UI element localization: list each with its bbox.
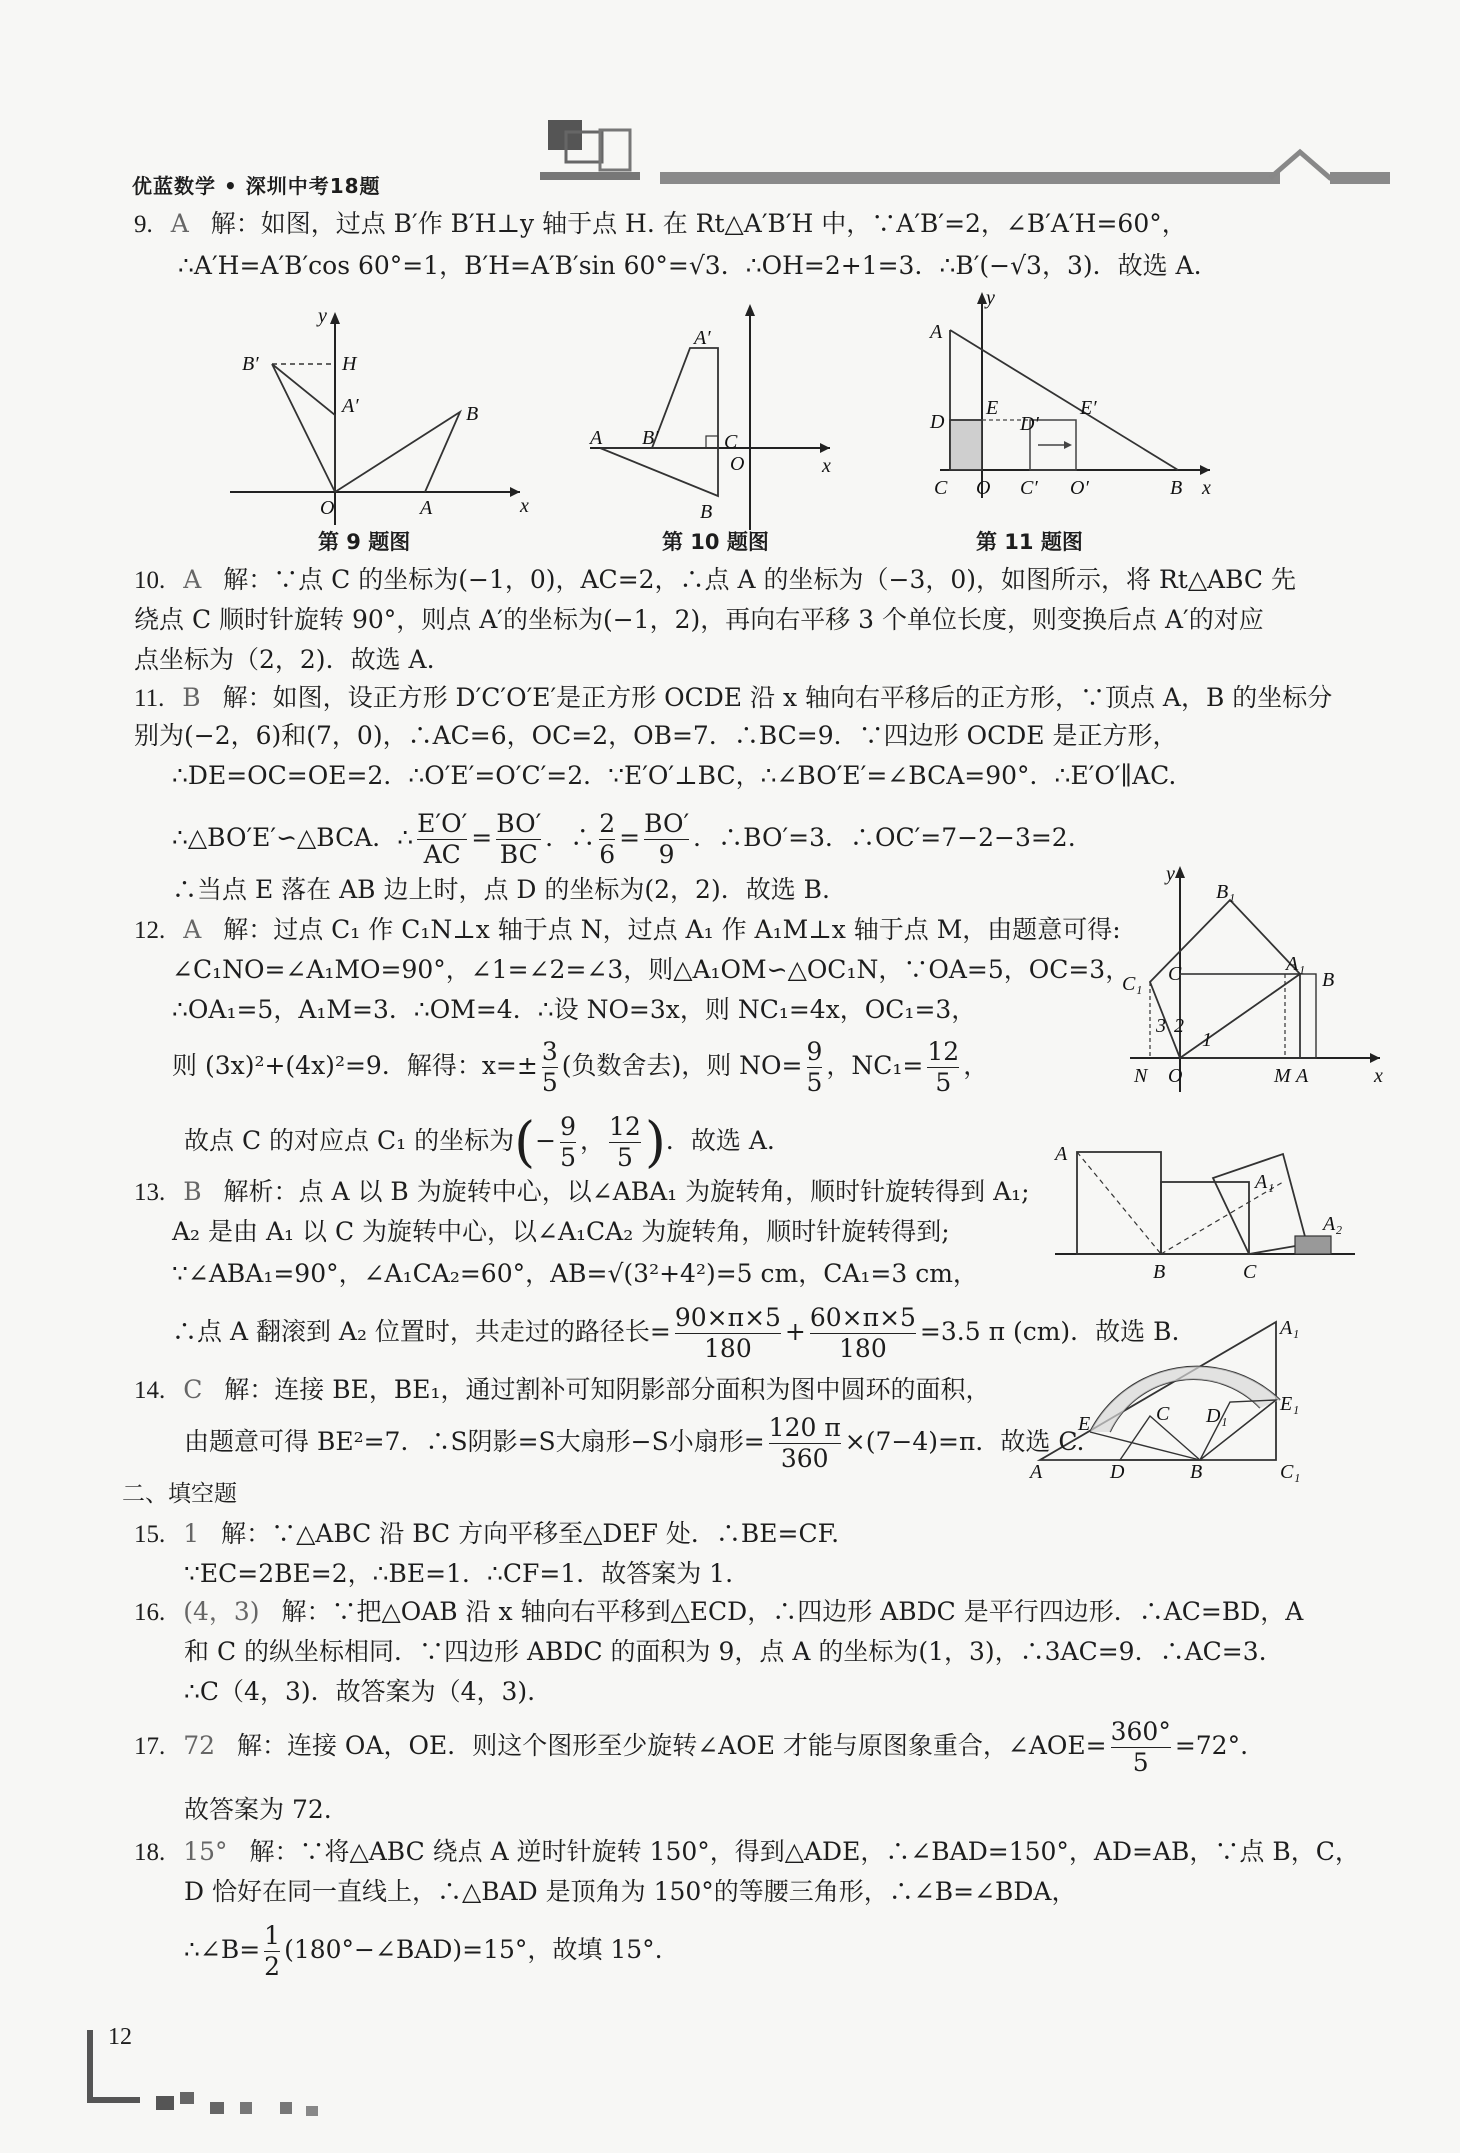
problem-13-line2: A₂ 是由 A₁ 以 C 为旋转中心，以∠A₁CA₂ 为旋转角，顺时针旋转得到; [172,1217,950,1246]
figure-12 [1122,862,1390,1112]
problem-12-line1 [134,912,1121,949]
answer-choice: B [182,683,201,712]
denominator: 5 [927,1067,959,1098]
figure-9-caption: 第 9 题图 [318,530,411,554]
text: + [784,1317,806,1346]
problem-number: 16. [134,1599,166,1626]
svg-text:C: C [1243,1261,1257,1283]
problem-17-line1 [134,1714,1248,1779]
text: − [535,1126,557,1155]
svg-text:A₁: A₁ [1255,1171,1275,1193]
text: 由题意可得 BE²=7．∴S阴影=S大扇形−S小扇形= [184,1427,765,1456]
numerator: 90×π×5 [674,1303,781,1332]
fraction [599,809,615,870]
svg-text:A₂: A₂ [1323,1213,1343,1235]
text: ∴点 A 翻滚到 A₂ 位置时，共走过的路径长= [172,1317,671,1346]
numerator: BO′ [644,809,690,838]
svg-text:A′: A′ [342,395,359,417]
fraction [769,1413,841,1474]
problem-10-line2: 绕点 C 顺时针旋转 90°，则点 A′的坐标为(−1，2)，再向右平移 3 个单位长度，则变换后点 A′的对应 [134,605,1264,634]
svg-text:A: A [420,497,433,519]
header-title: 优蓝数学 • 深圳中考18题 [132,174,381,198]
svg-text:A: A [1055,1143,1068,1165]
answer-choice: B [183,1177,202,1206]
answer-value: 15° [183,1837,228,1866]
text: ．∴BO′=3．∴OC′=7−2−3=2. [693,823,1076,852]
solution-text: 解：连接 BE，BE₁，通过割补可知阴影部分面积为图中圆环的面积， [224,1375,991,1404]
numerator: BO′ [496,809,542,838]
numerator: 360° [1110,1717,1171,1746]
svg-text:B: B [1153,1261,1166,1283]
svg-text:B: B [700,501,713,523]
fraction [264,1921,280,1982]
fraction [810,1303,916,1364]
svg-text:A: A [930,321,943,343]
problem-18-line1 [134,1834,1360,1871]
svg-text:C: C [1156,1403,1170,1425]
fraction [496,809,541,870]
denominator: 180 [810,1333,916,1364]
problem-number: 14. [134,1377,166,1404]
problem-16-line2: 和 C 的纵坐标相同．∵四边形 ABDC 的面积为 9，点 A 的坐标为(1，3)，∴3AC=9．∴AC=3. [184,1637,1267,1666]
section-title: 二、填空题 [122,1481,237,1507]
text: ， [963,1051,989,1080]
solution-text: 解：如图，设正方形 D′C′O′E′是正方形 OCDE 沿 x 轴向右平移后的正方形，∵顶点 A，B 的坐标分 [222,683,1333,712]
fraction [927,1037,959,1098]
text: =72°. [1174,1731,1249,1760]
problem-18-line3 [184,1918,663,1982]
text: = [471,823,493,852]
svg-text:O: O [730,453,745,475]
answer-choice: A [170,209,189,238]
svg-text:B′: B′ [642,427,659,449]
denominator: 9 [644,839,689,870]
problem-number: 12. [134,917,166,944]
numerator: 3 [541,1037,558,1066]
svg-text:E: E [986,397,999,419]
figure-10 [590,300,840,540]
denominator: 5 [609,1142,641,1173]
text: 故点 C 的对应点 C₁ 的坐标为 [184,1126,515,1155]
svg-text:x: x [520,495,529,517]
svg-text:B: B [466,403,479,425]
problem-14-line1 [134,1372,991,1409]
problem-number: 17. [134,1733,166,1760]
solution-text: 解：∵△ABC 沿 BC 方向平移至△DEF 处．∴BE=CF. [221,1519,840,1548]
svg-text:B′: B′ [242,353,259,375]
svg-text:C: C [934,477,948,499]
svg-text:C₁: C₁ [1122,973,1143,995]
denominator: 360 [769,1443,841,1474]
problem-12-line2: ∠C₁NO=∠A₁MO=90°，∠1=∠2=∠3，则△A₁OM∽△OC₁N，∵OA=5，OC=3， [172,955,1131,984]
svg-text:x: x [822,455,831,477]
answer-choice: A [183,565,202,594]
svg-text:y: y [318,305,327,327]
problem-number: 10. [134,567,166,594]
denominator: 2 [264,1952,281,1981]
svg-text:B: B [1190,1461,1203,1483]
problem-11-line5: ∴当点 E 落在 AB 边上时，点 D 的坐标为(2，2)．故选 B. [172,875,830,904]
svg-text:1: 1 [1202,1029,1212,1051]
svg-text:O: O [320,497,335,519]
text: ， [580,1126,606,1155]
page-header [0,0,1460,200]
svg-text:D′: D′ [1020,413,1039,435]
svg-text:C₁: C₁ [1280,1461,1301,1483]
svg-text:D: D [930,411,945,433]
svg-text:C′: C′ [1020,477,1038,499]
svg-text:D₁: D₁ [1206,1405,1228,1427]
problem-number: 11. [134,685,165,712]
problem-number: 13. [134,1179,166,1206]
fraction [1111,1717,1171,1778]
fraction [609,1112,641,1173]
svg-text:O: O [1168,1065,1183,1087]
svg-text:E: E [1078,1413,1091,1435]
answer-value: (4，3) [183,1597,260,1626]
header-decoration [0,0,1460,200]
denominator: BC [496,839,541,870]
answer-choice: C [183,1375,203,1404]
problem-11-line1 [134,680,1332,717]
problem-number: 15. [134,1521,166,1548]
problem-9-line1 [134,206,1187,243]
denominator: 5 [1111,1747,1171,1778]
problem-15-line2: ∵EC=2BE=2，∴BE=1．∴CF=1．故答案为 1. [184,1559,734,1588]
text: ，NC₁= [826,1051,924,1080]
answer-value: 1 [183,1519,200,1548]
fraction [560,1112,576,1173]
denominator: 180 [675,1333,781,1364]
denominator: AC [417,839,467,870]
text: =3.5 π (cm)．故选 B. [919,1317,1180,1346]
solution-text: 解：过点 C₁ 作 C₁N⊥x 轴于点 N，过点 A₁ 作 A₁M⊥x 轴于点 M，由题意可得: [223,915,1121,944]
problem-12-line4 [172,1034,988,1098]
solution-text: 解：∵点 C 的坐标为(−1，0)，AC=2，∴点 A 的坐标为（−3，0)，如图所示，将 Rt△ABC 先 [223,565,1297,594]
problem-13-line1 [134,1174,1030,1211]
denominator: 6 [599,840,616,869]
svg-text:A′: A′ [694,327,711,349]
figure-9 [220,300,540,540]
denominator: 5 [541,1068,558,1097]
fraction [542,1037,558,1098]
numerator: 12 [609,1112,641,1141]
svg-text:E′: E′ [1080,397,1097,419]
fraction [644,809,689,870]
answer-choice: A [183,915,202,944]
svg-text:M: M [1274,1065,1291,1087]
numerator: 9 [806,1037,823,1066]
problem-10-line3: 点坐标为（2，2)．故选 A. [134,645,435,674]
numerator: E′O′ [417,809,468,838]
problem-9-line2: ∴A′H=A′B′cos 60°=1，B′H=A′B′sin 60°=√3．∴OH=2+1=3．∴B′(−√3，3)．故选 A. [178,251,1202,280]
svg-text:2: 2 [1174,1015,1184,1037]
problem-10-line1 [134,562,1296,599]
fraction [417,809,467,870]
text: ．故选 A. [665,1126,775,1155]
solution-text: 解：如图，过点 B′作 B′H⊥y 轴于点 H. 在 Rt△A′B′H 中，∵A′B′=2，∠B′A′H=60°， [210,209,1187,238]
solution-text: 解：∵把△OAB 沿 x 轴向右平移到△ECD，∴四边形 ABDC 是平行四边形．∴AC=BD，A [281,1597,1304,1626]
text: 则 (3x)²+(4x)²=9．解得：x=± [172,1051,538,1080]
problem-16-line1 [134,1594,1303,1631]
svg-text:3: 3 [1156,1015,1166,1037]
numerator: 60×π×5 [809,1303,916,1332]
problem-16-line3: ∴C（4，3)．故答案为（4，3). [184,1677,536,1706]
fraction [675,1303,781,1364]
numerator: 2 [599,809,616,838]
svg-text:N: N [1134,1065,1148,1087]
svg-text:y: y [986,287,995,309]
problem-12-line3: ∴OA₁=5，A₁M=3．∴OM=4．∴设 NO=3x，则 NC₁=4x，OC₁=3， [172,995,977,1024]
svg-text:A: A [1030,1461,1043,1483]
numerator: 1 [264,1921,281,1950]
denominator: 5 [560,1143,577,1172]
solution-text: 解：∵将△ABC 绕点 A 逆时针旋转 150°，得到△ADE，∴∠BAD=150°，AD=AB，∵点 B，C， [249,1837,1360,1866]
problem-14-line2 [184,1410,1085,1474]
problem-13-line4 [172,1300,1179,1364]
problem-11-line4 [172,806,1076,870]
problem-11-line3: ∴DE=OC=OE=2．∴O′E′=O′C′=2．∵E′O′⊥BC，∴∠BO′E′=∠BCA=90°．∴E′O′∥AC. [172,761,1177,790]
problem-13-line3: ∵∠ABA₁=90°，∠A₁CA₂=60°，AB=√(3²+4²)=5 cm，CA₁=3 cm， [172,1259,978,1288]
numerator: 9 [560,1112,577,1141]
solution-text: 解析：点 A 以 B 为旋转中心，以∠ABA₁ 为旋转角，顺时针旋转得到 A₁; [223,1177,1030,1206]
svg-text:x: x [1374,1065,1383,1087]
problem-number: 9. [134,211,153,238]
problem-number: 18. [134,1839,166,1866]
problem-11-line2: 别为(−2，6)和(7，0)，∴AC=6，OC=2，OB=7．∴BC=9．∵四边形 OCDE 是正方形， [134,721,1178,750]
figure-11 [920,288,1220,528]
problem-17-line2: 故答案为 72. [184,1795,332,1824]
figure-13 [1055,1142,1355,1282]
solution-text: 解：连接 OA，OE．则这个图形至少旋转∠AOE 才能与原图象重合，∠AOE= [236,1731,1107,1760]
svg-text:A₁: A₁ [1280,1317,1300,1339]
svg-text:O′: O′ [1070,477,1089,499]
text: ∴∠B= [184,1935,261,1964]
svg-text:B: B [1322,969,1335,991]
problem-12-line5: 故点 C 的对应点 C₁ 的坐标为(− $\frac{9}{5}$ ， $\frac{12}{5}$ )．故选 A. [184,1110,775,1174]
text: ．∴ [545,823,596,852]
numerator: 120 π [768,1413,841,1442]
text: ∴△BO′E′∽△BCA．∴ [172,823,414,852]
svg-text:C: C [724,431,738,453]
page-number: 12 [108,2024,132,2050]
answer-value: 72 [183,1731,216,1760]
text: (负数舍去)，则 NO= [561,1051,803,1080]
svg-text:B: B [1170,477,1183,499]
svg-text:B₁: B₁ [1216,881,1236,903]
text: (180°−∠BAD)=15°，故填 15°. [284,1935,663,1964]
figure-10-caption: 第 10 题图 [662,530,769,554]
fraction [807,1037,823,1098]
svg-text:H: H [342,353,357,375]
svg-text:y: y [1166,863,1175,885]
svg-text:A₁: A₁ [1286,953,1306,975]
text: = [619,823,641,852]
svg-text:D: D [1110,1461,1125,1483]
problem-15-line1 [134,1516,839,1553]
figure-11-caption: 第 11 题图 [976,530,1083,554]
svg-text:A: A [1296,1065,1309,1087]
denominator: 5 [806,1068,823,1097]
svg-text:A: A [590,427,603,449]
problem-18-line2: D 恰好在同一直线上，∴△BAD 是顶角为 150°的等腰三角形，∴∠B=∠BDA， [184,1877,1077,1906]
svg-text:x: x [1202,477,1211,499]
svg-text:O: O [976,477,991,499]
svg-text:E₁: E₁ [1280,1393,1300,1415]
svg-text:C: C [1168,963,1182,985]
text: ×(7−4)=π．故选 C. [844,1427,1085,1456]
numerator: 12 [927,1037,960,1066]
